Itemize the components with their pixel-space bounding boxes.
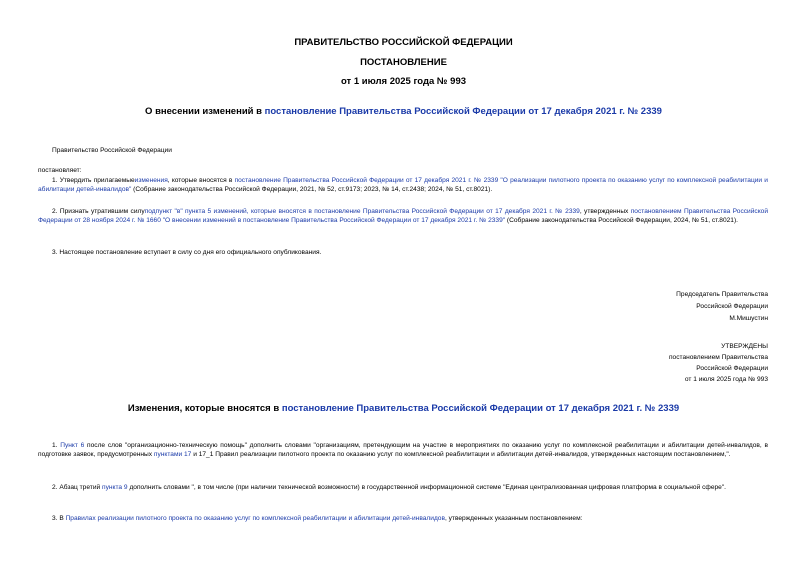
- p2-link-subpoint[interactable]: подпункт "в" пункта 5 изменений, которые вносятся в постановление Правительства Российской Федерации от 17 декабря 2021 г. № 2339: [144, 208, 580, 215]
- signature-block: [676, 290, 768, 323]
- doc-title-prefix: О внесении изменений в: [145, 106, 265, 117]
- approval-line-2: постановлением Правительства: [668, 354, 768, 361]
- doc-title-link[interactable]: постановление Правительства Российской Федерации от 17 декабря 2021 г. № 2339: [264, 106, 662, 117]
- c3-link-rules[interactable]: Правилах реализации пилотного проекта по оказанию услуг по комплексной реабилитации и абилитации детей-инвалидов: [65, 515, 445, 522]
- change-2: 2. Абзац третий пункта 9 дополнить словами ", в том числе (при наличии технической возможности) в государственной информационной системе "Единая централизованная цифровая платформа в социальной сфере".: [52, 484, 726, 491]
- c1-link-point-6[interactable]: Пункт 6: [60, 442, 85, 449]
- doc-title: [0, 106, 807, 117]
- paragraph-3: 3. Настоящее постановление вступает в силу со дня его официального опубликования.: [52, 249, 322, 256]
- p1-link-changes[interactable]: изменения: [134, 177, 168, 184]
- approval-block: [669, 342, 768, 384]
- p2-link-resolution[interactable]: постановлением Правительства Российской Федерации от 28 ноября 2024 г. № 1660 "О внесении изменений в постановление Правительства Российской Федерации от 17 декабря 2021 г. № 2339": [38, 208, 769, 224]
- government-heading: ПРАВИТЕЛЬСТВО РОССИЙСКОЙ ФЕДЕРАЦИИ: [294, 37, 513, 48]
- approval-line-1: УТВЕРЖДЕНЫ: [721, 343, 768, 350]
- doc-date-number: от 1 июля 2025 года № 993: [340, 76, 467, 87]
- paragraph-2: 2. Признать утратившим силуподпункт "в" пункта 5 изменений, которые вносятся в постановление Правительства Российской Федерации от 17 декабря 2021 г. № 2339, утвержденных постановлением Правительства Российской Федерации от 28 ноября 2024 г. № 1660 "О внесении изменений в постановление Правительства Российской Федерации от 17 декабря 2021 г. № 2339" (Собрание законодательства Российской Федерации, 2024, № 51, ст.8021).: [38, 208, 769, 224]
- paragraph-1: 1. Утвердить прилагаемыеизменения, которые вносятся в постановление Правительства Российской Федерации от 17 декабря 2021 г. № 2339 "О реализации пилотного проекта по оказанию услуг по комплексной реабилитации и абилитации детей-инвалидов" (Собрание законодательства Российской Федерации, 2021, № 52, ст.9173; 2023, № 14, ст.2438; 2024, № 51, ст.8021).: [38, 177, 768, 193]
- changes-title-prefix: Изменения, которые вносятся в: [127, 403, 282, 414]
- doc-type-heading: ПОСТАНОВЛЕНИЕ: [360, 57, 447, 68]
- intro-government: Правительство Российской Федерации: [52, 147, 172, 154]
- signature-name: М.Мишустин: [729, 315, 768, 322]
- changes-title: [0, 403, 807, 414]
- approval-line-4: от 1 июля 2025 года № 993: [684, 376, 768, 383]
- approval-line-3: Российской Федерации: [696, 365, 768, 372]
- c1-link-points-17[interactable]: пунктами 17: [153, 451, 192, 458]
- change-3: 3. В Правилах реализации пилотного проекта по оказанию услуг по комплексной реабилитации и абилитации детей-инвалидов, утвержденных указанным постановлением:: [52, 515, 583, 522]
- signature-position: Председатель Правительства: [676, 291, 768, 298]
- c2-link-point-9[interactable]: пункта 9: [102, 484, 128, 491]
- signature-country: Российской Федерации: [696, 303, 768, 310]
- intro-resolves: постановляет:: [38, 167, 82, 174]
- change-1: 1. Пункт 6 после слов "организационно-техническую помощь" дополнить словами "организациям, претендующим на участие в мероприятиях по оказанию услуг по комплексной реабилитации и абилитации детей-инвалидов, в подготовке заявок, предусмотренных пунктами 17 и 17_1 Правил реализации пилотного проекта по оказанию услуг по комплексной реабилитации и абилитации детей-инвалидов, утвержденных настоящим постановлением,".: [38, 442, 768, 458]
- changes-title-link[interactable]: постановление Правительства Российской Федерации от 17 декабря 2021 г. № 2339: [281, 403, 680, 414]
- p1-link-resolution[interactable]: постановление Правительства Российской Федерации от 17 декабря 2021 г. № 2339 "О реализации пилотного проекта по оказанию услуг по комплексной реабилитации и абилитации детей-инвалидов": [38, 177, 768, 193]
